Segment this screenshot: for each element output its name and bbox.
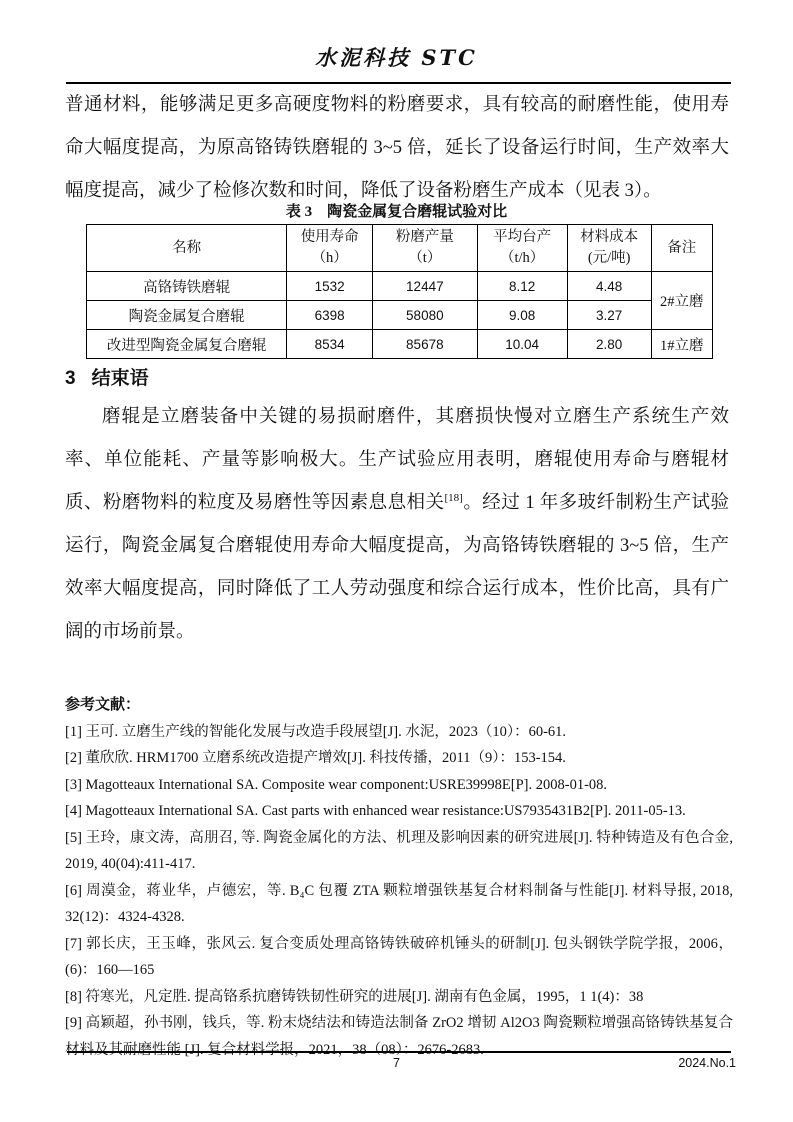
- cell-grinding-output: 58080: [373, 301, 478, 330]
- header-service-life-unit: （h）: [311, 250, 348, 266]
- reference-item: [1] 王可. 立磨生产线的智能化发展与改造手段展望[J]. 水泥，2023（10）：60-61.: [65, 723, 567, 740]
- header-remark-label: 备注: [667, 239, 697, 256]
- references-heading: 参考文献：: [65, 697, 141, 713]
- table-row: [87, 301, 713, 330]
- conclusion-paragraph: [65, 396, 729, 654]
- table-row: [87, 330, 713, 359]
- table-caption: 表 3 陶瓷金属复合磨辊试验对比: [285, 204, 508, 220]
- header-material-cost-label: 材料成本: [580, 229, 639, 245]
- citation-marker: [18]: [444, 491, 463, 504]
- header-name-label: 名称: [172, 239, 202, 256]
- cell-material-cost: 3.27: [567, 301, 651, 330]
- cell-average-output: 10.04: [477, 330, 567, 359]
- conclusion-text-before: 磨辊是立磨装备中关键的易损耐磨件，其磨损快慢对立磨生产系统生产效率、单位能耗、产量等影响极大。生产试验应用表明，磨辊使用寿命与磨辊材质、粉磨物料的粒度及易磨性等因素息息相关: [65, 407, 729, 513]
- cell-material-cost: 4.48: [567, 272, 651, 301]
- page-number: 7: [393, 1056, 400, 1070]
- header-grinding-output-unit: （t）: [408, 250, 442, 266]
- cell-grinding-output: 85678: [373, 330, 478, 359]
- header-material-cost-unit: (元/吨): [587, 250, 631, 266]
- header-name: [87, 225, 287, 272]
- header-average-output: [477, 225, 567, 272]
- cell-average-output: 8.12: [477, 272, 567, 301]
- header-service-life-label: 使用寿命: [300, 229, 359, 245]
- section-heading: [65, 363, 149, 390]
- cell-grinding-output: 12447: [373, 272, 478, 301]
- cell-remark: 1#立磨: [651, 330, 712, 359]
- reference-item: [4] Magotteaux International SA. Cast parts with enhanced wear resistance:US7935431B2[P]. 2011-05-13.: [65, 803, 686, 819]
- cell-average-output: 9.08: [477, 301, 567, 330]
- cell-remark-merged: 2#立磨: [651, 272, 712, 330]
- header-material-cost: [567, 225, 651, 272]
- header-grinding-output-label: 粉磨产量: [395, 229, 454, 245]
- table-header-row: [87, 225, 713, 272]
- comparison-table: [86, 224, 713, 359]
- intro-paragraph: 普通材料，能够满足更多高硬度物料的粉磨要求，具有较高的耐磨性能，使用寿命大幅度提高，为原高铬铸铁磨辊的 3~5 倍，延长了设备运行时间，生产效率大幅度提高，减少了检修次数和时间，降低了设备粉磨生产成本（见表 3）。: [65, 95, 729, 201]
- header-average-output-label: 平均台产: [493, 229, 552, 245]
- reference-item: [3] Magotteaux International SA. Composite wear component:USRE39998E[P]. 2008-01-08.: [65, 776, 608, 793]
- reference-item: [8] 符寒光，凡定胜. 提高铬系抗磨铸铁韧性研究的进展[J]. 湖南有色金属，1995，1 1(4)：38: [65, 988, 644, 1005]
- references-section: [65, 692, 733, 1063]
- reference-item: [5] 王玲，康文涛，高朋召, 等. 陶瓷金属化的方法、机理及影响因素的研究进展[J]. 特种铸造及有色合金, 2019, 40(04):411-417.: [65, 829, 733, 872]
- reference-item: [6] 周漠金，蒋业华，卢德宏，等. B₄C 包覆 ZTA 颗粒增强铁基复合材料制备与性能[J]. 材料导报, 2018, 32(12)：4324-4328.: [65, 882, 733, 925]
- cell-service-life: 1532: [287, 272, 373, 301]
- cell-roller-name: 陶瓷金属复合磨辊: [87, 301, 287, 330]
- footer-rule: [67, 1051, 731, 1053]
- reference-item: [9] 高颖超，孙书刚，钱兵，等. 粉末烧结法和铸造法制备 ZrO2 增韧 Al2O3 陶瓷颗粒增强高铬铸铁基复合材料及其耐磨性能 [J]. 复合材料学报，2021，38（08）：2676-2683.: [65, 1015, 733, 1058]
- header-grinding-output: [373, 225, 478, 272]
- cell-roller-name: 改进型陶瓷金属复合磨辊: [87, 330, 287, 359]
- issue-number: 2024.No.1: [678, 1056, 736, 1070]
- cell-roller-name: 高铬铸铁磨辊: [87, 272, 287, 301]
- table-row: [87, 272, 713, 301]
- journal-title: 水泥科技 STC: [315, 45, 478, 70]
- cell-service-life: 8534: [287, 330, 373, 359]
- section-title: 结束语: [91, 368, 149, 389]
- conclusion-text-after: 。经过 1 年多玻纤制粉生产试验运行，陶瓷金属复合磨辊使用寿命大幅度提高，为高铬铸铁磨辊的 3~5 倍，生产效率大幅度提高，同时降低了工人劳动强度和综合运行成本，性价比高，具有广阔的市场前景。: [65, 493, 729, 642]
- section-number: 3: [65, 368, 76, 389]
- header-average-output-unit: （t/h）: [500, 250, 545, 266]
- header-remark: [651, 225, 712, 272]
- reference-item: [7] 郭长庆，王玉峰，张风云. 复合变质处理高铬铸铁破碎机锤头的研制[J]. 包头钢铁学院学报，2006，(6)：160—165: [65, 935, 733, 978]
- cell-service-life: 6398: [287, 301, 373, 330]
- cell-material-cost: 2.80: [567, 330, 651, 359]
- header-service-life: [287, 225, 373, 272]
- reference-item: [2] 董欣欣. HRM1700 立磨系统改造提产增效[J]. 科技传播，2011（9）：153-154.: [65, 750, 566, 766]
